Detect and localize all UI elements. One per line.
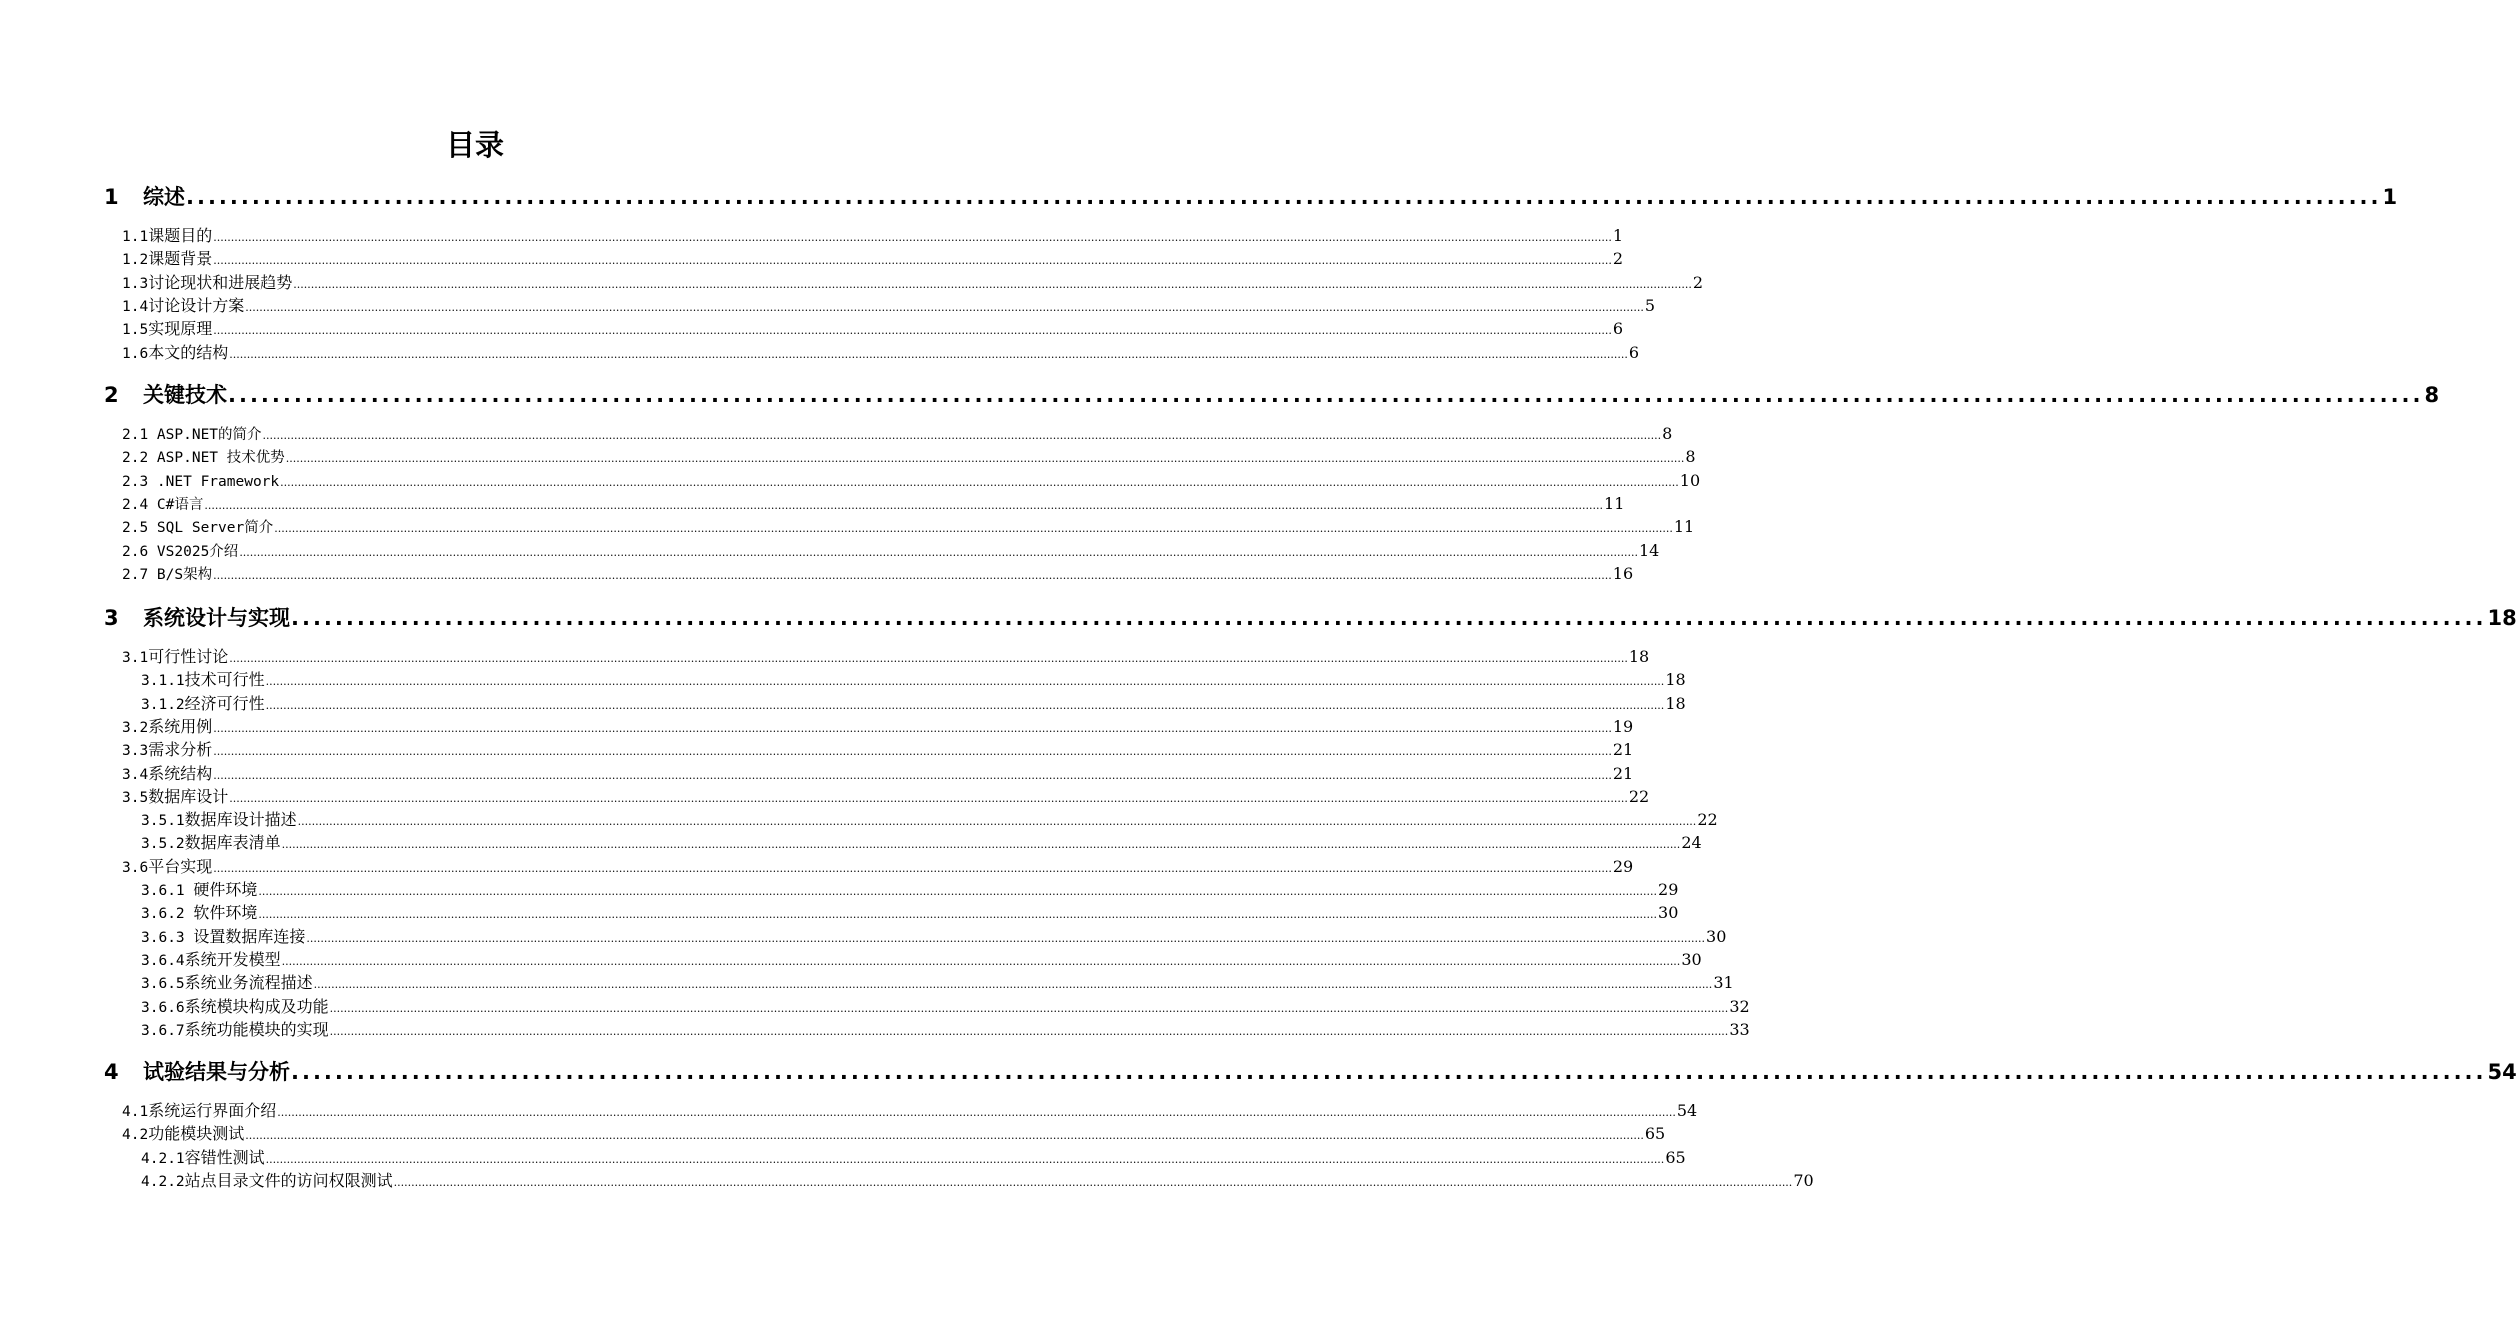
dot-leader: ................................................................................................................................................................................................................................................................................................................................................................................................................ [285, 452, 1685, 466]
dot-leader: ........................................................................................................................................................................................................ [291, 606, 2487, 630]
entry-label [122, 562, 212, 587]
entry-number: 2.5 [122, 520, 157, 537]
chapter-page-number: 1 [2382, 185, 2398, 209]
entry-label [122, 1122, 244, 1147]
chapter-label [104, 378, 227, 412]
dot-leader: ................................................................................................................................................................................................................................................................................................................................................................................................................ [229, 347, 1628, 361]
entry-title: 系统模块构成及功能 [184, 996, 329, 1016]
entry-title: .NET Framework [156, 473, 280, 490]
entry-number: 2.7 [122, 566, 157, 583]
dot-leader: ................................................................................................................................................................................................................................................................................................................................................................................................................ [313, 978, 1713, 992]
entry-title: 系统运行界面介绍 [148, 1101, 277, 1120]
toc-subsection-entry[interactable] [141, 1018, 1750, 1041]
dot-leader: ................................................................................................................................................................................................................................................................................................................................................................................................................ [297, 815, 1697, 829]
chapter-page-number: 18 [2487, 606, 2517, 630]
entry-title: ASP.NET 技术优势 [156, 450, 285, 467]
entry-label [141, 1169, 393, 1194]
entry-label [141, 971, 313, 996]
entry-title: 数据库设计描述 [184, 810, 297, 830]
entry-label [141, 1018, 329, 1043]
toc-subsection-entry[interactable] [141, 971, 1734, 994]
toc-subsection-entry[interactable] [141, 668, 1686, 691]
entry-label [141, 901, 257, 926]
dot-leader: ................................................................................................................................................................................................................................................................................................................................................................................................................ [213, 745, 1612, 759]
entry-number: 3.1.1 [141, 673, 185, 690]
entry-page-number: 29 [1612, 856, 1634, 876]
dot-leader: ................................................................................................................................................................................................................................................................................................................................................................................................................ [329, 1001, 1729, 1015]
dot-leader: ................................................................................................................................................................................................................................................................................................................................................................................................................ [213, 254, 1612, 268]
entry-number: 4.2 [122, 1127, 149, 1144]
chapter-title: 关键技术 [143, 383, 227, 407]
entry-page-number: 21 [1612, 763, 1634, 783]
entry-number: 1.3 [122, 275, 149, 292]
toc-subsection-entry[interactable] [141, 878, 1679, 901]
entry-number: 4.2.1 [141, 1150, 185, 1167]
entry-label [122, 738, 212, 763]
entry-label [122, 341, 228, 366]
entry-page-number: 22 [1628, 786, 1650, 806]
entry-label [122, 445, 285, 470]
toc-chapter-entry[interactable] [104, 180, 2398, 214]
dot-leader: ................................................................................................................................................................................................................................................................................................................................................................................................................ [245, 300, 1644, 314]
entry-label [141, 1146, 265, 1171]
toc-subsection-entry[interactable] [141, 1146, 1686, 1169]
entry-number: 3.5 [122, 789, 149, 806]
entry-number: 2.6 [122, 543, 157, 560]
entry-page-number: 8 [1685, 447, 1696, 467]
entry-label [141, 878, 257, 903]
chapter-label [104, 601, 290, 635]
entry-title: VS2025介绍 [156, 543, 239, 560]
entry-label [122, 422, 262, 447]
entry-number: 4.2.2 [141, 1173, 185, 1190]
chapter-number: 3 [104, 606, 119, 630]
entry-page-number: 6 [1628, 342, 1640, 362]
toc-section-entry[interactable] [122, 492, 1625, 515]
entry-title: 需求分析 [148, 740, 213, 760]
entry-title: 本文的结构 [148, 342, 229, 362]
entry-page-number: 21 [1612, 740, 1634, 760]
dot-leader: ................................................................................................................................................................................................................................................................................................................................................................................................................ [213, 721, 1612, 735]
entry-title: 容错性测试 [184, 1147, 265, 1167]
entry-label [122, 515, 273, 540]
dot-leader: ................................................................................................................................................................................................................................................................................................................................................................................................................ [204, 498, 1604, 512]
entry-page-number: 18 [1665, 670, 1686, 690]
dot-leader: ................................................................................................................................................................................................................................................................................................................................................................................................................ [265, 698, 1665, 712]
toc-subsection-entry[interactable] [141, 831, 1702, 854]
entry-page-number: 19 [1612, 716, 1634, 736]
entry-page-number: 30 [1681, 949, 1702, 969]
entry-label [122, 224, 212, 249]
entry-title: B/S架构 [156, 566, 213, 583]
toc-section-entry[interactable] [122, 1099, 1698, 1122]
entry-number: 3.5.1 [141, 813, 185, 830]
entry-label [122, 1099, 276, 1124]
page-title: 目录 [445, 128, 504, 162]
toc-subsection-entry[interactable] [141, 692, 1686, 715]
entry-number: 3.6 [122, 859, 149, 876]
entry-number: 1.5 [122, 322, 149, 339]
dot-leader: ................................................................................................................................................................................................................................................................................................................................................................................................................ [258, 908, 1658, 922]
entry-label [122, 247, 212, 272]
dot-leader: ................................................................................................................................................................................................................................................................................................................................................................................................................ [265, 675, 1665, 689]
toc-section-entry[interactable] [122, 317, 1624, 340]
entry-number: 3.4 [122, 766, 149, 783]
toc-subsection-entry[interactable] [141, 1169, 1814, 1192]
entry-title: 数据库表清单 [184, 833, 281, 853]
entry-label [122, 645, 228, 670]
entry-title: 讨论设计方案 [148, 295, 245, 315]
entry-page-number: 16 [1612, 563, 1634, 583]
entry-label [122, 762, 212, 787]
dot-leader: ........................................................................................................................................................................................................ [228, 383, 2424, 407]
dot-leader: ................................................................................................................................................................................................................................................................................................................................................................................................................ [229, 791, 1628, 805]
toc-section-entry[interactable] [122, 271, 1704, 294]
entry-page-number: 31 [1713, 973, 1734, 993]
entry-number: 3.6.1 [141, 883, 194, 899]
entry-title: SQL Server简介 [156, 520, 274, 537]
entry-page-number: 22 [1697, 810, 1718, 830]
entry-title: 功能模块测试 [148, 1124, 245, 1144]
entry-label [122, 492, 203, 517]
entry-page-number: 65 [1644, 1124, 1666, 1144]
entry-number: 1.6 [122, 345, 149, 362]
toc-section-entry[interactable] [122, 1122, 1666, 1145]
entry-number: 1.4 [122, 298, 149, 315]
entry-title: ASP.NET的简介 [156, 427, 262, 443]
dot-leader: ................................................................................................................................................................................................................................................................................................................................................................................................................ [258, 885, 1658, 898]
toc-section-entry[interactable] [122, 247, 1624, 270]
toc-section-entry[interactable] [122, 785, 1650, 808]
entry-page-number: 11 [1673, 517, 1695, 537]
toc-section-entry[interactable] [122, 515, 1695, 538]
entry-page-number: 65 [1665, 1147, 1686, 1167]
entry-label [122, 317, 212, 342]
chapter-number: 2 [104, 383, 119, 407]
dot-leader: ................................................................................................................................................................................................................................................................................................................................................................................................................ [277, 1106, 1676, 1119]
entry-page-number: 6 [1612, 319, 1624, 339]
chapter-page-number: 8 [2424, 383, 2440, 407]
entry-number: 2.3 [122, 473, 157, 490]
toc-section-entry[interactable] [122, 855, 1634, 878]
entry-title: 数据库设计 [148, 786, 229, 806]
dot-leader: ................................................................................................................................................................................................................................................................................................................................................................................................................ [213, 324, 1612, 338]
entry-page-number: 2 [1612, 249, 1624, 269]
chapter-title: 综述 [143, 185, 185, 209]
dot-leader: ................................................................................................................................................................................................................................................................................................................................................................................................................ [229, 652, 1628, 665]
entry-number: 3.6.2 [141, 906, 194, 923]
entry-number: 3.6.6 [141, 999, 185, 1016]
toc-chapter-entry[interactable] [104, 1055, 2517, 1089]
entry-title: 技术可行性 [184, 670, 265, 690]
dot-leader: ................................................................................................................................................................................................................................................................................................................................................................................................................ [213, 568, 1612, 582]
entry-page-number: 18 [1665, 693, 1686, 713]
entry-page-number: 32 [1729, 996, 1750, 1016]
entry-title: 平台实现 [148, 856, 213, 876]
chapter-number: 1 [104, 185, 119, 209]
dot-leader: ................................................................................................................................................................................................................................................................................................................................................................................................................ [306, 931, 1706, 945]
entry-page-number: 18 [1628, 647, 1650, 666]
entry-page-number: 24 [1681, 833, 1702, 853]
entry-label [122, 294, 244, 319]
entry-page-number: 70 [1793, 1170, 1814, 1190]
toc-subsection-entry[interactable] [141, 995, 1750, 1018]
entry-title: 讨论现状和进展趋势 [148, 272, 293, 292]
entry-title: 可行性讨论 [148, 647, 229, 666]
toc-subsection-entry[interactable] [141, 808, 1718, 831]
chapter-label [104, 1055, 290, 1089]
entry-page-number: 54 [1676, 1101, 1698, 1120]
entry-label [141, 831, 281, 856]
entry-title: 站点目录文件的访问权限测试 [184, 1170, 393, 1190]
dot-leader: ................................................................................................................................................................................................................................................................................................................................................................................................................ [274, 522, 1673, 536]
dot-leader: ................................................................................................................................................................................................................................................................................................................................................................................................................ [293, 277, 1692, 291]
entry-title: 实现原理 [148, 319, 213, 339]
dot-leader: ................................................................................................................................................................................................................................................................................................................................................................................................................ [213, 231, 1612, 244]
entry-page-number: 8 [1662, 424, 1673, 443]
entry-label [122, 539, 238, 564]
entry-page-number: 30 [1658, 903, 1679, 923]
chapter-title: 系统设计与实现 [143, 606, 290, 630]
entry-title: 系统功能模块的实现 [184, 1019, 329, 1039]
dot-leader: ................................................................................................................................................................................................................................................................................................................................................................................................................ [239, 545, 1638, 559]
toc-section-entry[interactable] [122, 562, 1634, 585]
dot-leader: ........................................................................................................................................................................................................ [291, 1060, 2487, 1084]
dot-leader: ................................................................................................................................................................................................................................................................................................................................................................................................................ [393, 1175, 1793, 1189]
entry-title: 系统业务流程描述 [184, 973, 313, 993]
entry-number: 2.4 [122, 496, 157, 513]
entry-label [122, 271, 292, 296]
entry-page-number: 29 [1658, 880, 1679, 899]
toc-section-entry[interactable] [122, 645, 1650, 668]
entry-title: 系统用例 [148, 716, 213, 736]
toc-chapter-entry[interactable] [104, 378, 2440, 412]
entry-title: 设置数据库连接 [193, 926, 306, 946]
dot-leader: ................................................................................................................................................................................................................................................................................................................................................................................................................ [329, 1024, 1729, 1038]
toc-section-entry[interactable] [122, 445, 1696, 468]
entry-label [141, 668, 265, 693]
chapter-label [104, 180, 185, 214]
dot-leader: ........................................................................................................................................................................................................ [186, 185, 2382, 209]
entry-number: 2.1 [122, 427, 157, 443]
toc-chapter-entry[interactable] [104, 601, 2517, 635]
toc-subsection-entry[interactable] [141, 948, 1702, 971]
toc-subsection-entry[interactable] [141, 925, 1727, 948]
entry-title: C#语言 [156, 496, 204, 513]
entry-number: 3.6.5 [141, 976, 185, 993]
toc-section-entry[interactable] [122, 469, 1701, 492]
toc-section-entry[interactable] [122, 762, 1634, 785]
dot-leader: ................................................................................................................................................................................................................................................................................................................................................................................................................ [262, 429, 1662, 442]
entry-number: 3.6.7 [141, 1022, 185, 1039]
dot-leader: ................................................................................................................................................................................................................................................................................................................................................................................................................ [213, 861, 1612, 875]
chapter-title: 试验结果与分析 [143, 1060, 290, 1084]
entry-page-number: 33 [1729, 1019, 1750, 1039]
entry-page-number: 5 [1644, 295, 1656, 315]
entry-title: 软件环境 [193, 903, 258, 923]
entry-page-number: 14 [1638, 540, 1660, 560]
entry-number: 3.6.3 [141, 929, 194, 946]
entry-number: 3.1.2 [141, 696, 185, 713]
dot-leader: ................................................................................................................................................................................................................................................................................................................................................................................................................ [213, 768, 1612, 782]
entry-page-number: 2 [1692, 272, 1704, 292]
entry-number: 1.1 [122, 229, 149, 245]
entry-title: 系统结构 [148, 763, 213, 783]
entry-title: 经济可行性 [184, 693, 265, 713]
entry-page-number: 11 [1604, 493, 1625, 513]
toc-section-entry[interactable] [122, 539, 1660, 562]
entry-label [141, 808, 297, 833]
toc-section-entry[interactable] [122, 294, 1656, 317]
entry-number: 1.2 [122, 252, 149, 269]
entry-number: 3.5.2 [141, 836, 185, 853]
entry-label [122, 469, 279, 494]
entry-title: 课题背景 [148, 249, 213, 269]
toc-section-entry[interactable] [122, 224, 1624, 247]
entry-number: 3.3 [122, 743, 149, 760]
toc-section-entry[interactable] [122, 422, 1673, 445]
dot-leader: ................................................................................................................................................................................................................................................................................................................................................................................................................ [281, 838, 1681, 852]
chapter-page-number: 54 [2487, 1060, 2517, 1084]
entry-page-number: 10 [1679, 470, 1701, 490]
entry-number: 3.2 [122, 719, 149, 736]
entry-page-number: 1 [1612, 226, 1624, 245]
dot-leader: ................................................................................................................................................................................................................................................................................................................................................................................................................ [280, 475, 1679, 489]
entry-label [122, 715, 212, 740]
entry-label [141, 948, 281, 973]
dot-leader: ................................................................................................................................................................................................................................................................................................................................................................................................................ [281, 954, 1681, 968]
entry-page-number: 30 [1706, 926, 1727, 946]
entry-number: 3.1 [122, 650, 149, 666]
chapter-number: 4 [104, 1060, 119, 1084]
entry-label [122, 785, 228, 810]
toc-section-entry[interactable] [122, 738, 1634, 761]
toc-subsection-entry[interactable] [141, 901, 1679, 924]
dot-leader: ................................................................................................................................................................................................................................................................................................................................................................................................................ [245, 1129, 1644, 1143]
entry-title: 硬件环境 [193, 880, 258, 899]
toc-section-entry[interactable] [122, 341, 1640, 364]
entry-number: 4.1 [122, 1104, 149, 1120]
entry-number: 3.6.4 [141, 952, 185, 969]
entry-label [141, 995, 329, 1020]
dot-leader: ................................................................................................................................................................................................................................................................................................................................................................................................................ [265, 1152, 1665, 1166]
toc-section-entry[interactable] [122, 715, 1634, 738]
entry-label [141, 692, 265, 717]
entry-title: 系统开发模型 [184, 949, 281, 969]
entry-number: 2.2 [122, 450, 157, 467]
entry-title: 课题目的 [148, 226, 213, 245]
entry-label [122, 855, 212, 880]
entry-label [141, 925, 305, 950]
